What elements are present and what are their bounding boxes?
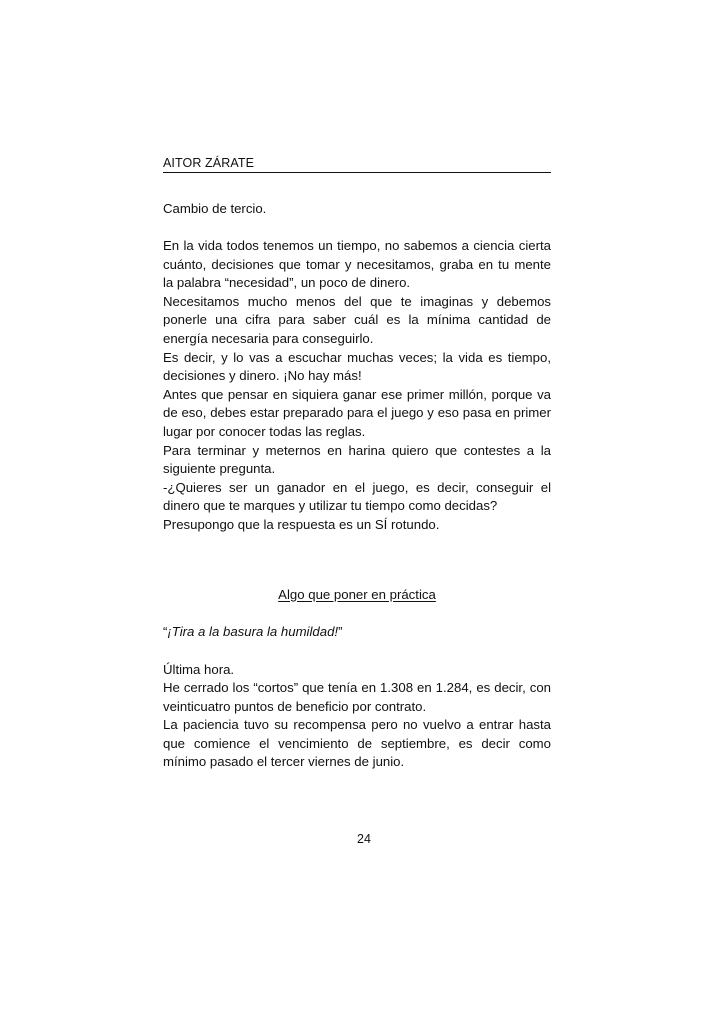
page-number: 24 [357, 832, 371, 846]
paragraph: En la vida todos tenemos un tiempo, no sabemos a ciencia cierta cuánto, decisiones que tomar y necesitamos, graba en tu mente la palabra “necesidad”, un poco de dinero. [163, 238, 551, 291]
running-header-author: AITOR ZÁRATE [163, 155, 551, 173]
practice-heading: Algo que poner en práctica [278, 586, 436, 602]
paragraph: -¿Quieres ser un ganador en el juego, es decir, conseguir el dinero que te marques y utilizar tu tiempo como decidas? [163, 479, 551, 514]
news-block [163, 661, 551, 773]
section-title: Cambio de tercio. [163, 201, 267, 216]
quote-text: ¡Tira a la basura la humildad! [167, 623, 339, 639]
quote-open-mark: “ [163, 623, 168, 639]
paragraph: Antes que pensar en siquiera ganar ese primer millón, porque va de eso, debes estar preparado para el juego y eso pasa en primer lugar por conocer todas las reglas. [163, 386, 551, 439]
paragraph: Para terminar y meternos en harina quiero que contestes a la siguiente pregunta. [163, 442, 551, 477]
paragraph: Es decir, y lo vas a escuchar muchas veces; la vida es tiempo, decisiones y dinero. ¡No hay más! [163, 349, 551, 384]
news-line: La paciencia tuvo su recompensa pero no vuelvo a entrar hasta que comience el vencimiento de septiembre, es decir como mínimo pasado el tercer viernes de junio. [163, 717, 551, 770]
practice-quote [163, 623, 551, 641]
paragraph: Presupongo que la respuesta es un SÍ rotundo. [163, 516, 440, 532]
news-line: He cerrado los “cortos” que tenía en 1.308 en 1.284, es decir, con veinticuatro puntos de beneficio por contrato. [163, 680, 551, 714]
news-line: Última hora. [163, 661, 235, 677]
book-page [163, 155, 551, 772]
paragraph: Necesitamos mucho menos del que te imaginas y debemos ponerle una cifra para saber cuál es la mínima cantidad de energía necesaria para conseguirlo. [163, 293, 551, 346]
body-text [163, 237, 551, 535]
quote-close-mark: ” [338, 623, 343, 639]
